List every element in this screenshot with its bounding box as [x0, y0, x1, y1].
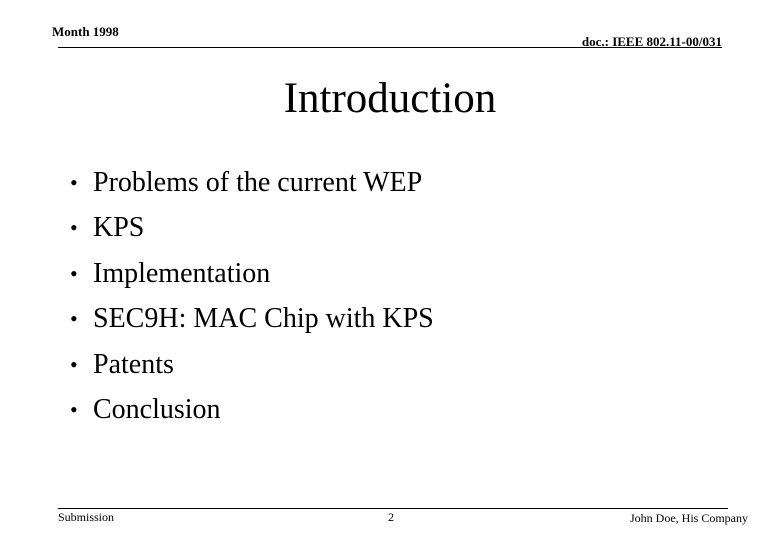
bullet-text: KPS	[93, 212, 145, 244]
bullet-item	[70, 160, 434, 206]
bullet-item	[70, 206, 434, 252]
footer-author: John Doe, His Company	[630, 511, 748, 525]
bullet-list	[70, 160, 434, 433]
bullet-item	[70, 342, 434, 388]
bullet-icon: •	[70, 260, 78, 286]
slide-title: Introduction	[283, 75, 497, 122]
bullet-icon: •	[70, 351, 78, 377]
bullet-text: Conclusion	[93, 394, 221, 426]
bullet-icon: •	[70, 215, 78, 241]
bullet-icon: •	[70, 169, 78, 195]
bullet-text: Patents	[93, 348, 174, 380]
footer-divider	[58, 508, 728, 509]
bullet-item	[70, 388, 434, 434]
bullet-text: Problems of the current WEP	[93, 166, 423, 198]
bullet-text: SEC9H: MAC Chip with KPS	[93, 303, 434, 335]
header-doc-id: doc.: IEEE 802.11-00/031	[581, 34, 722, 49]
bullet-item	[70, 297, 434, 343]
page-number: 2	[388, 510, 394, 524]
header-date: Month 1998	[52, 24, 119, 39]
bullet-icon: •	[70, 397, 78, 423]
footer-submission: Submission	[58, 510, 115, 524]
bullet-icon: •	[70, 306, 78, 332]
header-divider	[58, 47, 722, 48]
bullet-text: Implementation	[93, 257, 271, 289]
bullet-item	[70, 251, 434, 297]
